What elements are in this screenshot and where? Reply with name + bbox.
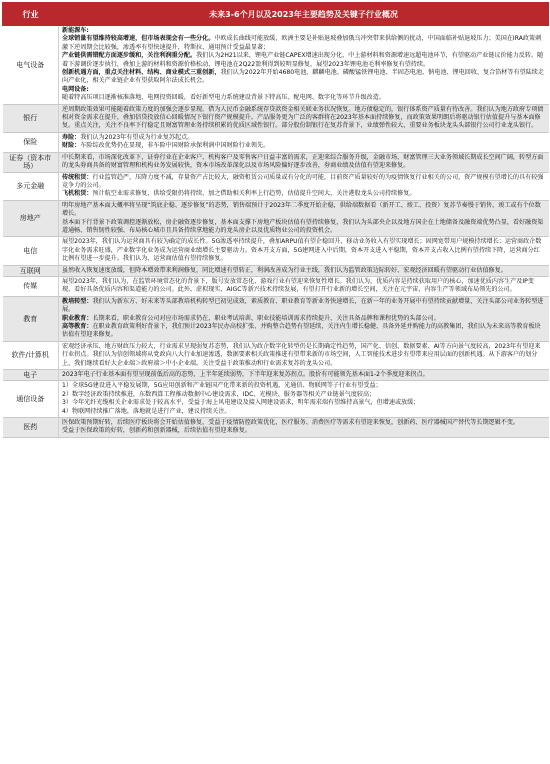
- industry-cell: 通信设备: [3, 381, 59, 418]
- paragraph-bold-lead: 高等教育：: [62, 323, 93, 330]
- industry-cell: 医药: [3, 418, 59, 438]
- trend-paragraph: [62, 371, 546, 379]
- trend-paragraph: [62, 315, 546, 323]
- table-header-row: [3, 3, 549, 26]
- trend-paragraph: [62, 52, 546, 69]
- trend-cell: [59, 370, 549, 381]
- industry-cell: 房地产: [3, 200, 59, 237]
- paragraph-bold-lead: 电网设备:: [62, 85, 89, 93]
- paragraph-bold-lead: 全球销量有望维持较高增速，但市场表现会有一些分化。: [62, 35, 215, 43]
- industry-cell: 电气设备: [3, 26, 59, 105]
- trend-paragraph: [62, 343, 546, 368]
- trend-cell: [59, 132, 549, 152]
- table-body: [3, 26, 549, 438]
- trend-paragraph: [62, 142, 546, 150]
- paragraph-text: 展望2023年，我们认为运营商具有较为确定的成长性。5G渗透率持续提升，叠加ARPU值有望企稳回升，移动业务收入有望实现增长；固网宽带用户规模持续增长；运营商政企数字化业务需求旺盛，产业数字化业务成为运营商业绩增长主要驱动力。资本开支方面，5G建网进入中后期，资本开支进入平稳期，资本开支占收入比例有望持续下降，运营商分红比例有望进一步提升。我们认为，运营商估值有望持续修复。: [62, 238, 542, 263]
- paragraph-bold-lead: 产业链供需错配方面逐步缓和，关注利润重分配。: [62, 52, 197, 60]
- table-row: [3, 276, 549, 296]
- paragraph-text: 预计航空业需求修复，供给受限仍将持续，加之借助相关利率上行趋势，估值提升空间大，关注港股龙头公司持续修复。: [92, 190, 416, 198]
- paragraph-text: 1）全球5G建设进入平稳发展期，5G应用创新和产业链国产化带来新的投资机遇，光通信、物联网等子行业有望受益；: [62, 382, 382, 390]
- industry-cell: 银行: [3, 104, 59, 132]
- paragraph-text: 受益于医保政策的好转，创新药和创新器械，后续估值有望迎来修复。: [62, 427, 251, 435]
- paragraph-text: 2）数字经济政策持续推进，东数西算工程推动数据中心建设需求，IDC、光模块、服务器等相关产业链景气度较高；: [62, 390, 376, 398]
- paragraph-text: 中欧成长曲线可能放缓，欧洲主要是补贴退坡叠加俄乌冲突带来供给侧的扰动，中国面临补贴退坡压力；美国在IRA政策刺激下逆周期会比较强，渗透率有望快速提升，特斯拉、通用预计受益最显著；: [62, 35, 542, 51]
- trend-paragraph: [62, 298, 546, 315]
- paragraph-text: 基本面下行背景下政策调控逐渐放松，房企融资逐步修复，基本面支撑下房地产板块估值有望持续修复，我们认为头部央企以及地方国企在土地储备及融资端优势凸显，看好融资渠道通畅、销售韧性较强、布局核心城市且具备持续拿地能力的龙头房企以及优质物业公司的投资机会。: [62, 218, 544, 234]
- trend-paragraph: [62, 202, 546, 219]
- industry-cell: 电信: [3, 237, 59, 265]
- paragraph-text: 我们认为新东方、好未来等头部教培机构转型已初见成效，素质教育、职业教育等新业务快速增长，在新一年的业务开展中有望持续贡献增量，关注头部公司业务转型进展。: [62, 297, 544, 314]
- industry-cell: 电子: [3, 370, 59, 381]
- paragraph-bold-lead: 职业教育：: [62, 314, 93, 322]
- paragraph-text: 虽然收入恢复速度放缓，但降本增效带来利润修复，同比增速有望转正，利润改善成为行业主线，我们认为监管政策边际转好、宏观经济回暖有望驱动行业估值修复。: [62, 266, 507, 274]
- paragraph-text: 我们认为2023年有望成为行业复苏起点。: [80, 133, 194, 141]
- trend-paragraph: [62, 323, 546, 340]
- table-row: [3, 172, 549, 200]
- industry-cell: 软件/计算机: [3, 341, 59, 369]
- table-row: [3, 200, 549, 237]
- industry-cell: 证券（资本市场）: [3, 152, 59, 172]
- paragraph-text: 宏观经济承压、地方财政压力较大，行业需求呈现弱复苏态势，我们认为政企数字化转型仍是长期确定性趋势，国产化、信创、数据要素、AI等方向景气度较高，2023年有望迎来行业拐点。我们认为信创领域将从党政向八大行业加速渗透，数据要素相关政策推进有望带来新的市场空间，人工智能技术进步有望带来应用层面的创新机遇。从下游客户的划分上，我们继续看好大企业端＞政府端＞中小企业端。关注受益于政策推动和行业需求复苏的龙头公司。: [62, 342, 541, 367]
- trend-cell: [59, 104, 549, 132]
- paragraph-text: 中长期来看，市场深化改革下，证券行业在企业客户、机构客户及零售客户日益丰富的需求，正迎来综合服务升级，金融市场、财富管理三大业务领域长期成长空间广阔，转型方面的龙头券商具备的财富管理和机构业务发展较快，资本市场改革深化以及市场风险偏好逐步改善，券商业绩及估值有望迎来修复。: [62, 153, 544, 170]
- trend-paragraph: [62, 154, 546, 171]
- paragraph-text: 随着特高压项目逐渐核准落地、电网投资回暖，看好新型电力系统建设背景下特高压、配电网、数字化等环节升级改造。: [62, 94, 385, 102]
- paragraph-bold-lead: 飞机租赁：: [62, 190, 93, 198]
- table-row: [3, 237, 549, 265]
- trend-paragraph: [62, 238, 546, 263]
- paragraph-text: 我们认为2022年开始4680电池、麒麟电池、磷酸锰铁锂电池、半固态电池、钠电池、锂电回收、复合箔材等有望陆续走向产业化，相关产业链企业有望获取阿尔法成长机会。: [62, 69, 544, 85]
- table-row: [3, 370, 549, 381]
- paragraph-text: 3）今年光纤光缆相关企业需求处于较高水平，受益于海上风电建设及接入网建设需求，明年需求端有望维持高景气，但增速或放缓；: [62, 399, 420, 407]
- trend-paragraph: [62, 408, 546, 416]
- trend-cell: [59, 152, 549, 172]
- paragraph-text: 明年房地产基本面大概率将呈现“筑底企稳、逐步修复”的态势，销售端预计于2023年二季度开始企稳，供给端数据看（新开工、竣工、投资）复苏节奏慢于销售，竣工或有个位数增长。: [62, 201, 541, 218]
- trend-paragraph: [62, 278, 546, 295]
- trend-paragraph: [62, 86, 546, 94]
- trend-paragraph: [62, 174, 546, 191]
- table-row: [3, 132, 549, 152]
- trend-paragraph: [62, 35, 546, 52]
- paragraph-text: 展望2023年，我们认为，在监管环境常态化的背景下，版号发放常态化、游戏行业有望迎来恢复性增长。我们认为，优质内容是持续获取用户的核心，加速优质内容生产及IP变现，看好具备优质内容和渠道能力的公司。此外，虚拟现实、AIGC等新兴技术持续发展，有望打开行业新的增长空间，关注在元宇宙、内容生产等领域布局领先的公司。: [62, 277, 534, 294]
- paragraph-bold-lead: 新能源车:: [62, 27, 89, 34]
- trend-cell: [59, 265, 549, 276]
- table-row: [3, 152, 549, 172]
- trend-paragraph: [62, 69, 546, 86]
- industry-cell: 互联网: [3, 265, 59, 276]
- trend-cell: [59, 276, 549, 296]
- header-trend: 未来3-6个月以及2023年主要趋势及关键子行业概况: [59, 3, 549, 26]
- trend-cell: [59, 237, 549, 265]
- industry-outlook-table: [2, 2, 549, 438]
- paragraph-text: 我们认为2H21以来，锂电产业链CAPEX增速出现分化，中上游材料和资源增速远超电池环节，有望驱动产业链议价能力反转。随着下游调价逐步执行，叠加上游的材料和资源价格松动，锂电池在2Q22盈利得到较明显修复，展望2023年锂电池毛利率修复有望持续。: [62, 52, 544, 68]
- table-row: [3, 26, 549, 105]
- table-row: [3, 296, 549, 341]
- industry-cell: 保险: [3, 132, 59, 152]
- paragraph-text: 在职业教育政策利好背景下，我们预计2023年民办高校扩张、并购整合趋势有望延续，关注内生增长稳健、具备外延并购能力的高教集团，我们认为未来高等教育板块估值有望迎来修复。: [62, 323, 541, 339]
- paragraph-bold-lead: 教培转型：: [62, 297, 93, 305]
- trend-cell: [59, 172, 549, 200]
- industry-cell: 多元金融: [3, 172, 59, 200]
- paragraph-bold-lead: 创新机遇方面，重点关注材料、结构、商业模式三重创新，: [62, 69, 221, 77]
- paragraph-text: 医保政策预期好转，后续医疗板块将会开始估值修复，受益于疫情防控政策优化，医疗服务、消费医疗等需求有望迎来恢复，创新药、医疗器械国产替代等长期逻辑不变。: [62, 419, 520, 427]
- paragraph-bold-lead: 寿险：: [62, 133, 81, 141]
- trend-cell: [59, 381, 549, 418]
- trend-paragraph: [62, 190, 546, 198]
- trend-cell: [59, 341, 549, 369]
- trend-cell: [59, 418, 549, 438]
- trend-paragraph: [62, 427, 546, 435]
- industry-cell: 传媒: [3, 276, 59, 296]
- table-row: [3, 104, 549, 132]
- trend-paragraph: [62, 267, 546, 275]
- trend-paragraph: [62, 382, 546, 390]
- trend-paragraph: [62, 106, 546, 131]
- paragraph-text: 行业监管趋严、压降力度不减，存量资产占比较大，融资租赁公司质量或有分化的可能，目前资产质量较好的为疫情恢复行业相关的公司，资产规模有望增长的具有较强竞争力的公司。: [62, 173, 544, 189]
- paragraph-text: 逆周期政策效果可能随着政策力度的加强会逐步显现。借为人民币金融系统存贷款资金相关联业务状况恢复。地方债稳定的，银行体系资产质量有待改善。我们认为地方政府专项债相对资金需求在提升，叠加信贷投放信心回暖情况下银行资产规模提升。产品服务更为广泛的客群将在2023年基本面持续修复，而政策效果明朗后将驱动银行估值提升与基本面修复。重点关注，关注不良率下行稳定且财富管理业务持续积累的优质区域性银行。部分股份制银行在复苏背景下，业绩弹性较大，重要业务板块龙头头部银行公司行业龙头银行。: [62, 105, 544, 130]
- paragraph-text: 2023年电子行业基本面有望呈现前低后高的态势，上半年延续弱势，下半年迎来复苏拐点。股价有可能领先基本面1-2个季度迎来拐点。: [62, 371, 429, 379]
- trend-paragraph: [62, 399, 546, 407]
- paragraph-text: 4）物联网持续推广落地，落地就是进行产业，建议持续关注。: [62, 407, 231, 415]
- header-industry: 行业: [3, 3, 59, 26]
- trend-cell: [59, 26, 549, 105]
- trend-paragraph: [62, 219, 546, 236]
- paragraph-text: 长期来看，职业教育公司对应市场需求仍在，职业考试培训、职业技能培训需求持续提升，关注具备品牌和课程优势的头部公司。: [92, 314, 440, 322]
- trend-paragraph: [62, 391, 546, 399]
- paragraph-text: 车险综改优势仍在显现，非车险中国财险承保利润中国财险行业领先。: [80, 142, 270, 150]
- table-row: [3, 418, 549, 438]
- industry-cell: 教育: [3, 296, 59, 341]
- table-row: [3, 381, 549, 418]
- paragraph-bold-lead: 传统租赁：: [62, 173, 93, 181]
- trend-cell: [59, 200, 549, 237]
- table-row: [3, 265, 549, 276]
- trend-cell: [59, 296, 549, 341]
- table-row: [3, 341, 549, 369]
- paragraph-bold-lead: 财险：: [62, 142, 81, 150]
- trend-paragraph: [62, 94, 546, 102]
